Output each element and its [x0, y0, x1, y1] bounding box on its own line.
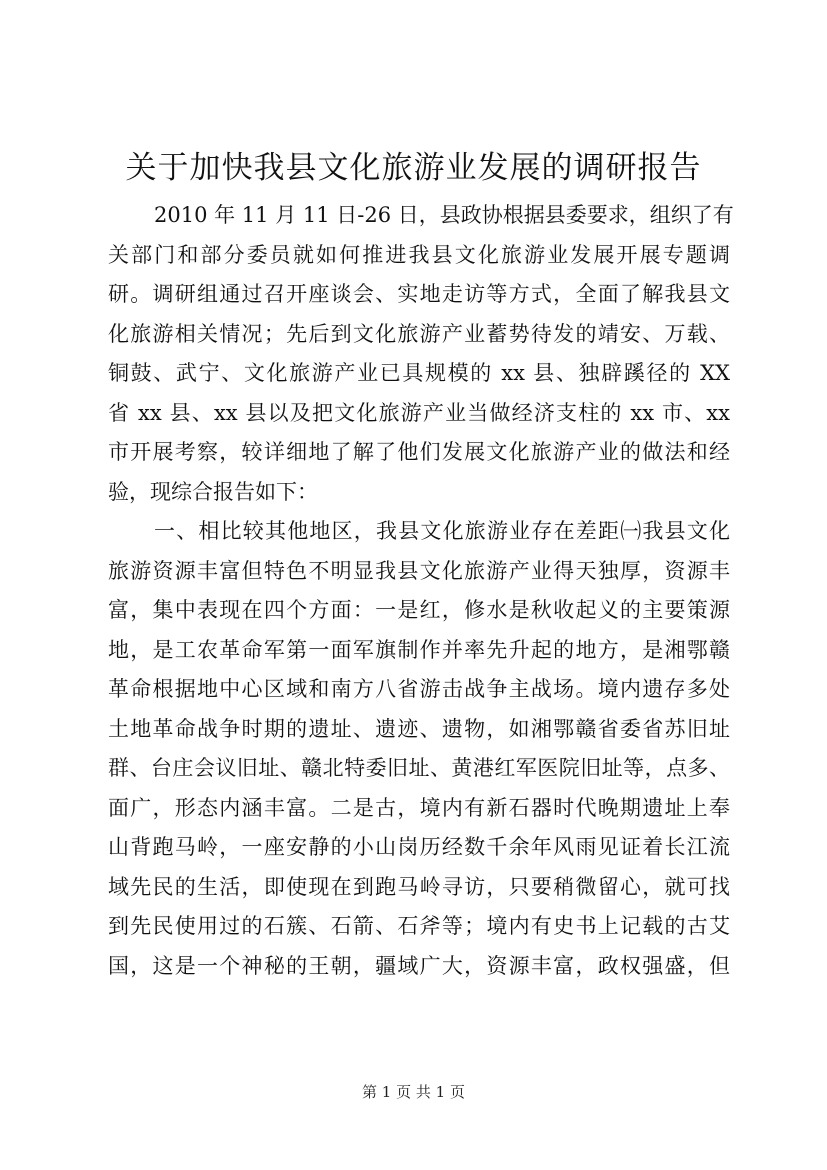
paragraph-line: 一、相比较其他地区，我县文化旅游业存在差距㈠我县文化 [154, 519, 730, 543]
paragraph-line: 关部门和部分委员就如何推进我县文化旅游业发展开展专题调 [108, 242, 730, 267]
paragraph [108, 512, 730, 986]
document-title: 关于加快我县文化旅游业发展的调研报告 [125, 150, 702, 186]
paragraph-line: 面广，形态内涵丰富。二是古，境内有新石器时代晚期遗址上奉 [108, 795, 730, 820]
paragraph-line: 旅游资源丰富但特色不明显我县文化旅游产业得天独厚，资源丰 [108, 558, 730, 583]
paragraph-line: 市开展考察，较详细地了解了他们发展文化旅游产业的做法和经 [108, 440, 730, 464]
paragraph-line: 验，现综合报告如下： [108, 479, 318, 504]
paragraph-line: 研。调研组通过召开座谈会、实地走访等方式，全面了解我县文 [108, 282, 730, 306]
paragraph-line: 铜鼓、武宁、文化旅游产业已具规模的 xx 县、独辟蹊径的 XX [108, 361, 730, 385]
paragraph-line: 2010 年 11 月 11 日-26 日，县政协根据县委要求，组织了有 [154, 203, 734, 227]
paragraph-line: 山背跑马岭，一座安静的小山岗历经数千余年风雨见证着长江流 [108, 835, 730, 859]
paragraph-line: 群、台庄会议旧址、赣北特委旧址、黄港红军医院旧址等，点多、 [108, 756, 730, 780]
paragraph-line: 地，是工农革命军第一面军旗制作并率先升起的地方，是湘鄂赣 [108, 637, 730, 662]
paragraph-line: 域先民的生活，即使现在到跑马岭寻访，只要稍微留心，就可找 [108, 874, 730, 899]
paragraph-line: 革命根据地中心区域和南方八省游击战争主战场。境内遗存多处 [108, 677, 730, 701]
paragraph [108, 196, 734, 512]
paragraph-line: 土地革命战争时期的遗址、遗迹、遗物，如湘鄂赣省委省苏旧址 [108, 716, 730, 741]
page-number-footer: 第 1 页 共 1 页 [362, 1083, 465, 1101]
paragraph-line: 国，这是一个神秘的王朝，疆域广大，资源丰富，政权强盛，但 [108, 953, 730, 978]
document-body [108, 196, 734, 986]
paragraph-line: 省 xx 县、xx 县以及把文化旅游产业当做经济支柱的 xx 市、xx [108, 400, 730, 425]
paragraph-line: 到先民使用过的石簇、石箭、石斧等；境内有史书上记载的古艾 [108, 914, 730, 938]
paragraph-line: 化旅游相关情况；先后到文化旅游产业蓄势待发的靖安、万载、 [108, 321, 730, 346]
paragraph-line: 富，集中表现在四个方面：一是红，修水是秋收起义的主要策源 [108, 598, 730, 622]
